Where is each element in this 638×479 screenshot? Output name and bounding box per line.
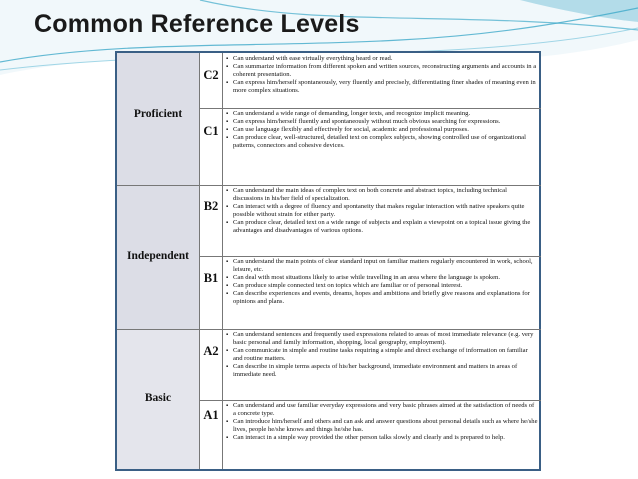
descriptor-item: ▪ Can interact with a degree of fluency and spontaneity that makes regular interaction with native speakers quite possible without strain for either party. xyxy=(226,203,538,219)
divider-proficient-independent xyxy=(117,185,541,186)
descriptor-item: ▪ Can use language flexibly and effectively for social, academic and professional purposes. xyxy=(226,126,538,134)
descriptors-b2 xyxy=(226,187,538,235)
divider-independent-basic xyxy=(117,329,541,330)
descriptor-item: ▪ Can produce simple connected text on topics which are familiar or of personal interest. xyxy=(226,282,538,290)
descriptor-item: ▪ Can describe experiences and events, dreams, hopes and ambitions and briefly give reasons and explanations for opinions and plans. xyxy=(226,290,538,306)
descriptors-b1 xyxy=(226,258,538,306)
descriptor-item: ▪ Can understand and use familiar everyday expressions and very basic phrases aimed at the satisfaction of needs of a concrete type. xyxy=(226,402,538,418)
divider-b2-b1 xyxy=(199,256,541,257)
level-label-independent: Independent xyxy=(127,250,189,262)
descriptor-item: ▪ Can produce clear, detailed text on a wide range of subjects and explain a viewpoint on a topical issue giving the advantages and disadvantages of various options. xyxy=(226,219,538,235)
descriptor-item: ▪ Can produce clear, well-structured, detailed text on complex subjects, showing controlled use of organizational patterns, connectors and cohesive devices. xyxy=(226,134,538,150)
descriptors-c2 xyxy=(226,55,538,95)
descriptor-item: ▪ Can understand a wide range of demanding, longer texts, and recognize implicit meaning. xyxy=(226,110,538,118)
level-code-c1: C1 xyxy=(203,124,219,138)
descriptor-item: ▪ Can understand the main points of clear standard input on familiar matters regularly encountered in work, school, leisure, etc. xyxy=(226,258,538,274)
descriptor-item: ▪ Can deal with most situations likely to arise while travelling in an area where the language is spoken. xyxy=(226,274,538,282)
level-code-a1: A1 xyxy=(203,408,219,422)
descriptor-item: ▪ Can introduce him/herself and others and can ask and answer questions about personal details such as where he/she lives, people he/she knows and things he/she has. xyxy=(226,418,538,434)
level-code-b2: B2 xyxy=(203,199,219,213)
descriptors-c1 xyxy=(226,110,538,150)
descriptor-item: ▪ Can communicate in simple and routine tasks requiring a simple and direct exchange of information on familiar and routine matters. xyxy=(226,347,538,363)
level-label-basic: Basic xyxy=(144,392,172,404)
descriptor-item: ▪ Can express him/herself spontaneously, very fluently and precisely, differentiating finer shades of meaning even in more complex situations. xyxy=(226,79,538,95)
level-code-c2: C2 xyxy=(203,68,219,82)
descriptor-item: ▪ Can interact in a simple way provided the other person talks slowly and clearly and is prepared to help. xyxy=(226,434,538,442)
code-column xyxy=(199,53,223,469)
level-code-b1: B1 xyxy=(203,271,219,285)
descriptor-item: ▪ Can understand the main ideas of complex text on both concrete and abstract topics, including technical discussions in his/her field of specialization. xyxy=(226,187,538,203)
divider-a2-a1 xyxy=(199,400,541,401)
descriptor-item: ▪ Can summarize information from different spoken and written sources, reconstructing arguments and accounts in a coherent presentation. xyxy=(226,63,538,79)
descriptor-item: ▪ Can express him/herself fluently and spontaneously without much obvious searching for expressions. xyxy=(226,118,538,126)
descriptor-item: ▪ Can understand sentences and frequently used expressions related to areas of most immediate relevance (e.g. very basic personal and family information, shopping, local geography, employment). xyxy=(226,331,538,347)
descriptors-a1 xyxy=(226,402,538,442)
level-code-a2: A2 xyxy=(203,344,219,358)
descriptor-item: ▪ Can understand with ease virtually everything heard or read. xyxy=(226,55,538,63)
reference-levels-table xyxy=(115,51,541,471)
level-label-proficient: Proficient xyxy=(133,108,183,120)
divider-c2-c1 xyxy=(199,108,541,109)
descriptor-item: ▪ Can describe in simple terms aspects of his/her background, immediate environment and matters in areas of immediate need. xyxy=(226,363,538,379)
descriptors-a2 xyxy=(226,331,538,379)
slide-title: Common Reference Levels xyxy=(34,10,360,38)
